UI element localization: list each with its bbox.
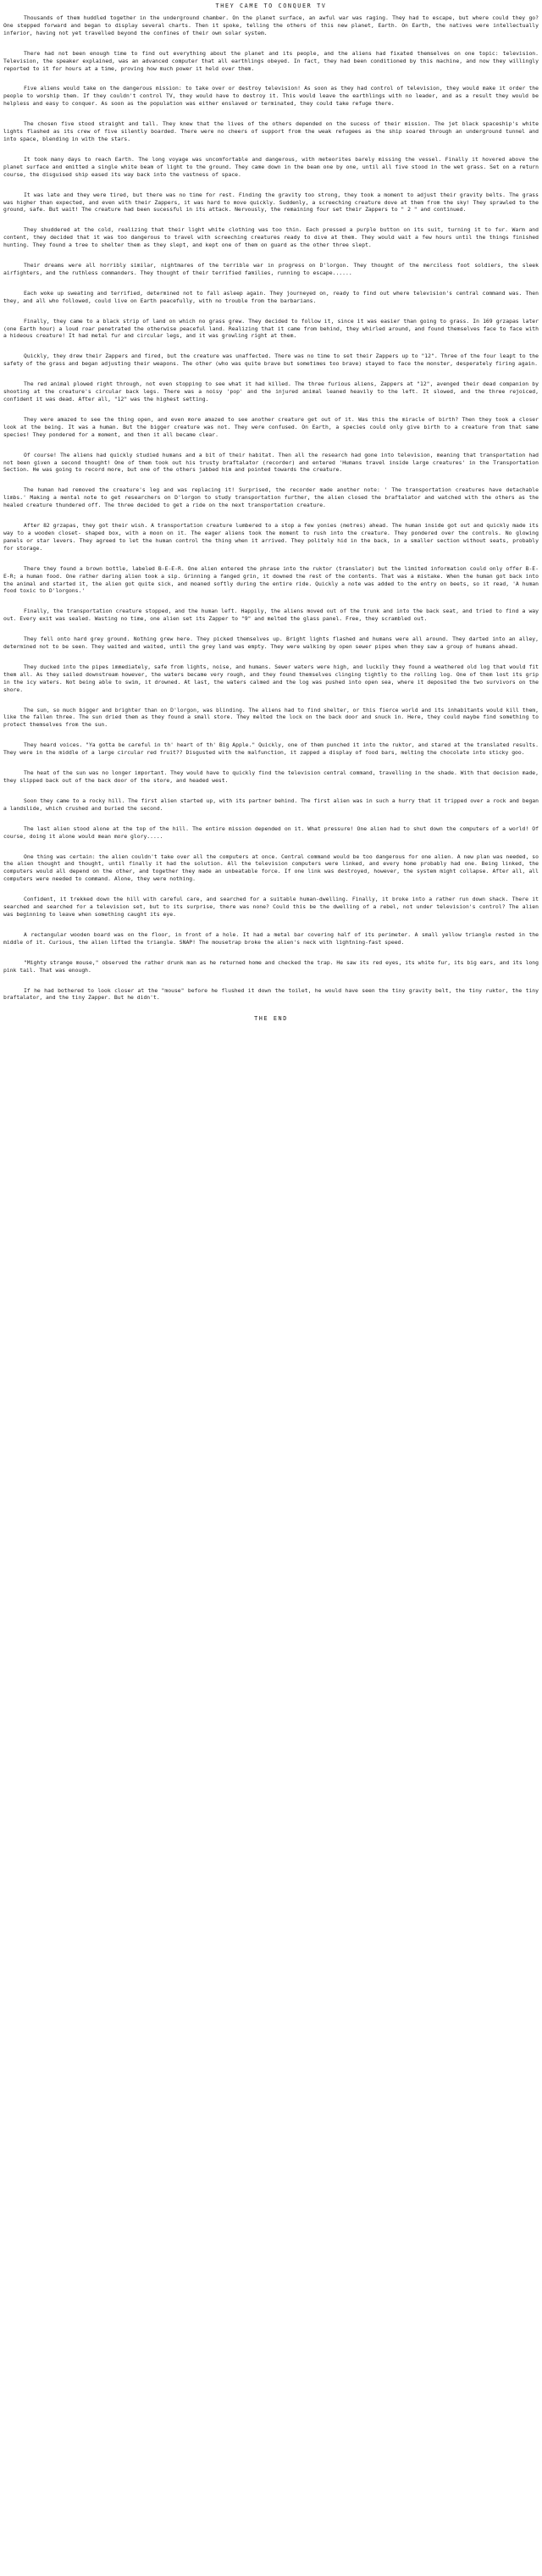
story-paragraph: A rectangular wooden board was on the floor, in front of a hole. It had a metal bar covering half of its perimeter. A small yellow triangle rested in the middle of it. Curious, the alien lifted the triangle. SNAP! The mousetrap broke the alien's neck with lightning-fast speed. [3,930,539,946]
story-paragraph: Their dreams were all horribly similar, nightmares of the terrible war in progress on D'lorgon. They thought of the merciless foot soldiers, the sleek airfighters, and the ruthless commanders. They thought of their terrified families, running to escape...... [3,262,539,276]
story-paragraph: Quickly, they drew their Zappers and fired, but the creature was unaffected. There was no time to set their Zappers up to "12". Three of the four leapt to the safety of the grass and began adjusting their weapons. The other (who was quite brave but sometimes too brave) stayed to face the monster, desperately firing again. [3,353,539,368]
story-end: THE END [254,1015,288,1023]
story-paragraph: They were amazed to see the thing open, and even more amazed to see another creature get out of it. Was this the miracle of birth? Then they took a closer look at the being. It was a human. But the bigger creature was not. They were confused. On Earth, a species could only give birth to a creature from that same species! They pondered for a moment, and then it all became clear. [3,415,539,438]
story-paragraph: The red animal plowed right through, not even stopping to see what it had killed. The three furious aliens, Zappers at "12", avenged their dead companion by shooting at the creature's circular back legs. There was a noisy 'pop' and the injured animal leaned heavily to the left. It slowed, and the three rejoiced, confident it was dead. After all, "12" was the highest setting. [3,380,539,402]
story-paragraph: Confident, it trekked down the hill with careful care, and searched for a suitable human-dwelling. Finally, it broke into a rather run down shack. There it searched and searched for a television set, but to its surprise, there was none? Could this be the dwelling of a rebel, not under television's control? The alien was beginning to leave when something caught its eye. [3,896,539,918]
story-paragraph: One thing was certain: the alien couldn't take over all the computers at once. Central command would be too dangerous for one alien. A new plan was needed, so the alien thought and thought, until finally it had the solution. All the television computers were linked, and every home probably had one. Being linked, the computers would all depend on the other, and together they made an unbeatable force. If one link was destroyed, however, the system might collapse. After all, all computers were needed to command. Alone, they were nothing. [3,852,539,883]
story-paragraph: Thousands of them huddled together in the underground chamber. On the planet surface, an awful war was raging. They had to escape, but where could they go? One stepped forward and began to display several charts. Then it spoke, telling the others of this new planet, Earth. On Earth, the natives were intellectually inferior, having not yet travelled beyond the confines of their own solar system. [3,14,539,36]
story-paragraph: They shuddered at the cold, realizing that their light white clothing was too thin. Each pressed a purple button on its suit, turning it to fur. Warm and content, they decided that it was too dangerous to travel with screeching creatures ready to dive at them. They would wait a few hours until the things finished hunting. They found a tree to shelter them as they slept, and kept one of them on guard as the other three slept. [3,226,539,249]
story-paragraph: Of course! The aliens had quickly studied humans and a bit of their habitat. Then all the research had gone into television, meaning that transportation had not been given a second thought! One of them took out his trusty braftalator (recorder) and entered 'Humans travel inside large creatures' in the Transportation Section. He was going to record more, but one of the others jabbed him and pointed towards the creature. [3,451,539,474]
story-paragraph: The heat of the sun was no longer important. They would have to quickly find the television central command, travelling in the shade. With that decision made, they slipped back out of the back door of the store, and headed west. [3,769,539,784]
story-paragraph: After 82 grzapas, they got their wish. A transportation creature lumbered to a stop a few yonies (metres) ahead. The human inside got out and quickly made its way to a wooden closet- shaped box, with a moon on it. The eager aliens took the moment to rush into the creature. They pondered over the controls. No glowing panels or star levers. They agreed to let the human control the thing when it arrived. They politely hid in the back, in a smaller section without seats, probably for storage. [3,522,539,552]
story-paragraph: Finally, they came to a black strip of land on which no grass grew. They decided to follow it, since it was easier than going to grass. In 169 grzapas later (one Earth hour) a loud roar penetrated the otherwise peaceful land. Realizing that it came from behind, they whirled around, and found themselves face to face with a hideous creature! It had metal fur and circular legs, and it was growling right at them. [3,317,539,340]
story-paragraph: They fell onto hard grey ground. Nothing grew here. They picked themselves up. Bright lights flashed and humans were all around. They darted into an alley, determined not to be seen. They waited and waited, until the grey land was empty. They were walking by open sewer pipes when they saw a group of humans ahead. [3,636,539,651]
story-title: THEY CAME TO CONQUER TV [215,3,327,9]
story-paragraph: It took many days to reach Earth. The long voyage was uncomfortable and dangerous, with meteorites barely missing the vessel. Finally it hovered above the planet surface and emitted a single white beam of light to the ground. They came down in the beam one by one, until all five stood in the wet grass. Set on a return course, the disguised ship eased its way back into the vastness of space. [3,155,539,178]
story-paragraph: There had not been enough time to find out everything about the planet and its people, and the aliens had fixated themselves on one topic: television. Television, the speaker explained, was an advanced computer that all earthlings obeyed. In fact, they had been conditioned by this machine, and now they willingly reported to it for hours at a time, proving how much power it held over them. [3,49,539,72]
story-paragraph: The human had removed the creature's leg and was replacing it! Surprised, the recorder made another note: ' The transportation creatures have detachable limbs.' Making a mental note to get researchers on D'lorgon to study transportation further, the alien closed the braftalator and watched with the others as the healed creature thundered off. The three decided to get a ride on the next transportation creature. [3,486,539,509]
story-paragraph: Five aliens would take on the dangerous mission: to take over or destroy television! As soon as they had control of television, they would make it order the people to worship them. If they couldn't control TV, they would have to destroy it. This would leave the earthlings with no leader, and as a result they would be helpless and easy to conquer. As soon as the population was either enslaved or terminated, they could take refuge there. [3,85,539,108]
story-paragraph: There they found a brown bottle, labeled B-E-E-R. One alien entered the phrase into the ruktor (translator) but the limited information could only offer B-E-E-R; a human food. One rather daring alien took a sip. Grinning a fanged grin, it downed the rest of the contents. That was a mistake. When the human got back into the animal and started it, the alien got quite sick, and moaned softly during the entire ride. Quickly a note was added to the entry on beets, so it read, 'A human food toxic to D'lorgons.' [3,564,539,595]
story-paragraph: They heard voices. "Ya gotta be careful in th' heart of th' Big Apple." Quickly, one of them punched it into the ruktor, and stared at the translated results. They were in the middle of a large circular red fruit?? Disgusted with the malfunction, it zapped a display of food bars, melting the chocolate into sticky goo. [3,741,539,757]
story-paragraph: It was late and they were tired, but there was no time for rest. Finding the gravity too strong, they took a moment to adjust their gravity belts. The grass was higher than expected, and even with their Zappers, it was hard to move quickly. Suddenly, a screeching creature dove at them from the sky! They sprawled to the ground, safe. But wait! The creature had been sucessful in its attack. Nervously, the remaining four set their Zappers to " 2 " and continued. [3,191,539,214]
story-paragraph: Finally, the transportation creature stopped, and the human left. Happily, the aliens moved out of the trunk and into the back seat, and tried to find a way out. Every exit was sealed. Wasting no time, one alien set its Zapper to "9" and melted the glass panel. Free, they scrambled out. [3,608,539,623]
story-paragraph: They ducked into the pipes immediately, safe from lights, noise, and humans. Sewer waters were high, and luckily they found a weathered old log that would fit them all. As they sailed downstream however, the waters became very rough, and they found themselves clinging tightly to the rolling log. One of them lost its grip in the icy waters. Not being able to swim, it drowned. At last, the waters calmed and the log was pushed into open sea, where it deposited the two survivors on the shore. [3,663,539,693]
story-paragraph: Soon they came to a rocky hill. The first alien started up, with its partner behind. The first alien was in such a hurry that it tripped over a rock and began a landslide, which crushed and buried the second. [3,797,539,812]
story-paragraph: "Mighty strange mouse," observed the rather drunk man as he returned home and checked the trap. He saw its red eyes, its white fur, its big ears, and its long pink tail. That was enough. [3,958,539,974]
story-paragraph: The sun, so much bigger and brighter than on D'lorgon, was blinding. The aliens had to find shelter, or this fierce world and its inhabitants would kill them, like the fallen three. The sun dried them as they found a small store. They melted the lock on the back door and snuck in. Here, they could maybe find something to protect themselves from the sun. [3,706,539,729]
story-paragraph: The last alien stood alone at the top of the hill. The entire mission depended on it. What pressure! One alien had to shut down the computers of a world! Of course, doing it alone would mean more glory..... [3,824,539,840]
story-body [3,14,539,1002]
story-paragraph: Each woke up sweating and terrified, determined not to fall asleep again. They journeyed on, ready to find out where television's central command was. Then they, and all who followed, could live on Earth peacefully, with no trouble from the barbarians. [3,289,539,304]
story-paragraph: If he had bothered to look closer at the "mouse" before he flushed it down the toilet, he would have seen the tiny gravity belt, the tiny ruktor, the tiny braftalator, and the tiny Zapper. But he didn't. [3,986,539,1002]
story-paragraph: The chosen five stood straight and tall. They knew that the lives of the others depended on the sucess of their mission. The jet black spaceship's white lights flashed as its crew of five silently boarded. There were no cheers of support from the weak refugees as the ship soared through an underground tunnel and into space, blending in with the stars. [3,120,539,142]
